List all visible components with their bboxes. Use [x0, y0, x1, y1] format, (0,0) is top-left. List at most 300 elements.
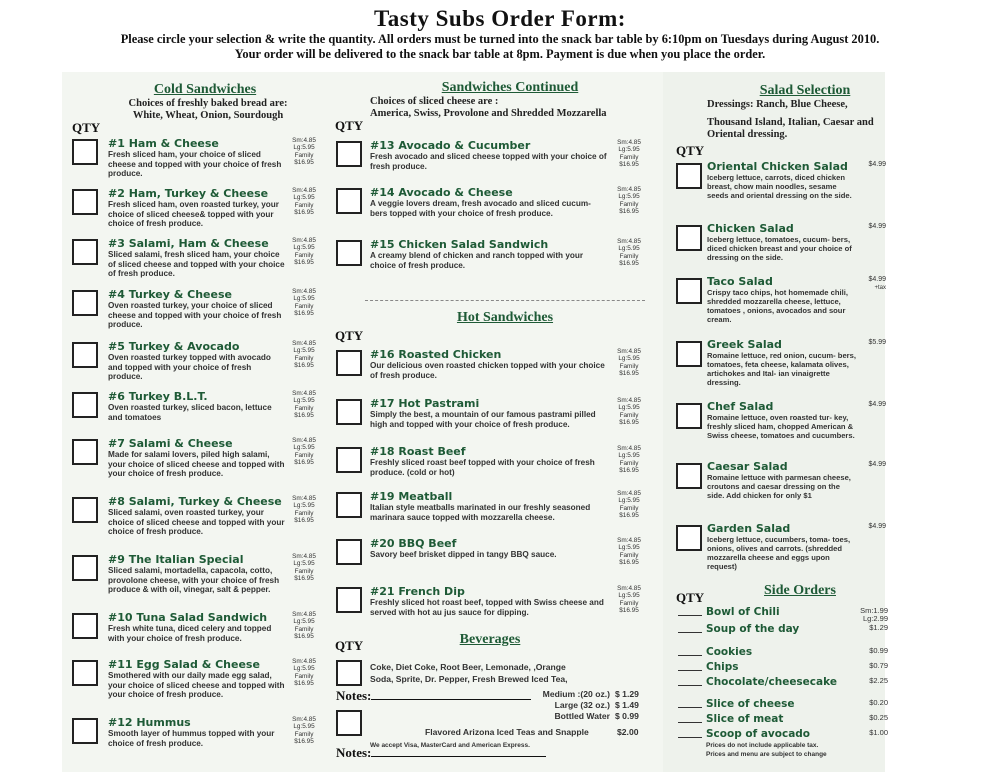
side-order-name: Slice of meat [706, 713, 784, 725]
item-price [615, 585, 643, 615]
menu-item [370, 490, 610, 522]
price-line: Sm:4.85 [292, 495, 316, 502]
menu-item [370, 186, 610, 218]
change-note: Prices and menu are subject to change [706, 751, 827, 758]
price-line: Sm:4.85 [617, 238, 641, 245]
item-name: #5 Turkey & Avocado [108, 340, 240, 353]
item-price [290, 437, 318, 467]
price-line: Lg:5.95 [293, 144, 315, 152]
item-description: Freshly sliced hot roast beef, topped with Swiss cheese and served with hot au jus sauce for dipping. [370, 598, 604, 617]
beverage-list-line-2: Soda, Sprite, Dr. Pepper, Fresh Brewed Iced Tea, [370, 674, 568, 684]
item-name: #4 Turkey & Cheese [108, 288, 232, 301]
qty-box-continued-3[interactable] [336, 240, 362, 266]
menu-item [108, 611, 286, 643]
item-description: Savory beef brisket dipped in tangy BBQ sauce. [370, 550, 557, 559]
price-line: Family [294, 451, 314, 459]
price-line: Sm:4.85 [292, 553, 316, 560]
item-description: Smothered with our daily made egg salad, your choice of sliced cheese and topped with your choice of fresh produce. [108, 671, 285, 700]
side-order-row [678, 713, 888, 727]
item-price [615, 348, 643, 378]
item-price [290, 658, 318, 688]
cold-subtitle-2: White, Wheat, Onion, Sourdough [132, 110, 284, 121]
salad-item [707, 338, 857, 387]
continued-subtitle-2: America, Swiss, Provolone and Shredded Mozzarella [370, 108, 607, 119]
side-order-row [678, 646, 888, 660]
salad-name: Taco Salad [707, 275, 773, 288]
menu-item [108, 340, 286, 382]
price-line: Sm:4.85 [617, 490, 641, 497]
salad-price: $4.99 [868, 401, 886, 408]
salad-price: $5.99 [868, 339, 886, 346]
price-line: Family [619, 252, 639, 260]
menu-item [108, 288, 286, 330]
price-line: Sm:4.85 [292, 658, 316, 665]
price-line: Sm:4.85 [292, 437, 316, 444]
qty-box-cold-7[interactable] [72, 439, 98, 465]
salad-description: Crispy taco chips, hot homemade chili, shredded mozzarella cheese, lettuce, tomatoes , onions, avocados and sour cream. [707, 288, 848, 324]
side-orders-title: Side Orders [764, 583, 836, 598]
menu-item [108, 716, 286, 748]
qty-box-cold-5[interactable] [72, 342, 98, 368]
price-line: Lg:5.95 [618, 452, 640, 460]
item-price [290, 495, 318, 525]
salad-price: $4.99 [868, 523, 886, 530]
qty-box-beverages-soda[interactable] [336, 660, 362, 686]
qty-box-hot-3[interactable] [336, 447, 362, 473]
item-description: Fresh sliced ham, your choice of sliced cheese and topped with your choice of fresh produce. [108, 150, 282, 179]
beverage-water: Bottled Water [554, 711, 610, 721]
qty-box-salad-7[interactable] [676, 525, 702, 551]
price-line: Family [619, 200, 639, 208]
item-name: #20 BBQ Beef [370, 537, 457, 550]
salad-dressings-2: Thousand Island, Italian, Caesar and Oriental dressing. [707, 117, 874, 140]
qty-label-side: QTY [676, 590, 705, 605]
beverage-arizona-price: $2.00 [617, 727, 639, 737]
item-price [615, 238, 643, 268]
price-line: Sm:4.85 [617, 585, 641, 592]
menu-item [370, 397, 610, 429]
sandwiches-continued-title: Sandwiches Continued [441, 80, 579, 95]
item-name: #12 Hummus [108, 716, 191, 729]
price-line: Family [619, 551, 639, 559]
qty-label-hot: QTY [335, 328, 364, 343]
item-description: Made for salami lovers, piled high salami, your choice of sliced cheese and topped with your choice of fresh produce. [108, 450, 285, 479]
price-line: Sm:4.85 [292, 137, 316, 144]
price-line: Sm:4.85 [292, 288, 316, 295]
side-order-price: $0.79 [869, 661, 888, 670]
side-order-price: $0.99 [869, 646, 888, 655]
price-line: $16.95 [619, 419, 639, 427]
price-line: $16.95 [294, 633, 314, 641]
salad-name: Greek Salad [707, 338, 782, 351]
qty-box-beverages-arizona[interactable] [336, 710, 362, 736]
price-line: Lg:5.95 [618, 146, 640, 154]
qty-box-hot-2[interactable] [336, 399, 362, 425]
item-price [290, 288, 318, 318]
salad-name: Chef Salad [707, 400, 774, 413]
qty-box-cold-9[interactable] [72, 555, 98, 581]
qty-box-continued-1[interactable] [336, 141, 362, 167]
qty-label-salad: QTY [676, 143, 705, 158]
item-description: A creamy blend of chicken and ranch topped with your choice of fresh produce. [370, 251, 584, 270]
notes-2 [336, 745, 546, 761]
menu-item [370, 445, 610, 477]
beverage-medium: Medium :(20 oz.) [542, 689, 610, 699]
qty-box-cold-11[interactable] [72, 660, 98, 686]
salad-item [707, 460, 857, 500]
side-order-row [678, 623, 888, 637]
qty-box-salad-6[interactable] [676, 463, 702, 489]
price-line: Family [294, 302, 314, 310]
price-line: $16.95 [294, 310, 314, 318]
price-line: Lg:5.95 [618, 355, 640, 363]
notes-label: Notes: [336, 688, 372, 703]
side-order-price: $1.00 [869, 728, 888, 737]
price-line: Sm:4.85 [617, 397, 641, 404]
salad-item [707, 522, 857, 571]
salad-description: Iceberg lettuce, cucumbers, toma- toes, onions, olives and carrots. (shredded mozzarella cheese and eggs upon request) [707, 535, 851, 571]
item-name: #18 Roast Beef [370, 445, 466, 458]
price-line: Lg:5.95 [293, 244, 315, 252]
price-line: Family [294, 201, 314, 209]
taco-tax: +tax [874, 285, 886, 291]
salad-item [707, 160, 857, 200]
price-line: $16.95 [294, 575, 314, 583]
item-name: #16 Roasted Chicken [370, 348, 502, 361]
price-line: Lg:5.95 [293, 502, 315, 510]
side-order-price: $0.20 [869, 698, 888, 707]
menu-item [108, 437, 286, 479]
price-line: Lg:5.95 [293, 397, 315, 405]
item-price [615, 139, 643, 169]
price-line: $16.95 [619, 161, 639, 169]
item-name: #11 Egg Salad & Cheese [108, 658, 260, 671]
side-order-name: Bowl of Chili [706, 606, 780, 618]
qty-box-salad-2[interactable] [676, 225, 702, 251]
item-price [290, 137, 318, 167]
qty-box-cold-2[interactable] [72, 189, 98, 215]
menu-item [370, 537, 610, 560]
price-line: Sm:4.85 [617, 537, 641, 544]
price-line: $16.95 [294, 738, 314, 746]
price-line: Family [619, 362, 639, 370]
qty-box-cold-12[interactable] [72, 718, 98, 744]
qty-box-hot-5[interactable] [336, 539, 362, 565]
qty-box-cold-6[interactable] [72, 392, 98, 418]
price-line: $16.95 [619, 208, 639, 216]
item-name: #21 French Dip [370, 585, 465, 598]
qty-box-cold-4[interactable] [72, 290, 98, 316]
price-line: $16.95 [294, 209, 314, 217]
price-line: Family [294, 730, 314, 738]
price-line: Family [294, 625, 314, 633]
cold-subtitle: Choices of freshly baked bread are: [128, 98, 288, 109]
price-line: Family [294, 509, 314, 517]
qty-box-cold-8[interactable] [72, 497, 98, 523]
cold-sandwiches-title: Cold Sandwiches [153, 82, 257, 97]
qty-box-salad-1[interactable] [676, 163, 702, 189]
instructions-line-2: Your order will be delivered to the snack bar table at 8pm. Payment is due when you place the order. [234, 47, 766, 61]
price-line: Sm:4.85 [617, 139, 641, 146]
item-description: Oven roasted turkey topped with avocado and topped with your choice of fresh produce. [108, 353, 271, 382]
payment-note: We accept Visa, MasterCard and American Express. [370, 742, 530, 749]
notes-1 [336, 688, 531, 704]
price-line: Lg:5.95 [618, 592, 640, 600]
price-line: Lg:5.95 [618, 245, 640, 253]
menu-item [108, 237, 286, 279]
price-line: Family [294, 151, 314, 159]
price-line: Lg:5.95 [293, 560, 315, 568]
salad-price: $4.99 [868, 223, 886, 230]
qty-box-hot-1[interactable] [336, 350, 362, 376]
side-order-name: Chocolate/cheesecake [706, 676, 837, 688]
salad-item [707, 222, 857, 262]
price-line: $16.95 [294, 159, 314, 167]
side-order-price: $1.29 [869, 623, 888, 632]
menu-item [108, 553, 286, 595]
price-line: Lg:5.95 [293, 295, 315, 303]
item-description: Our delicious oven roasted chicken topped with your choice of fresh produce. [370, 361, 605, 380]
salad-name: Oriental Chicken Salad [707, 160, 848, 173]
menu-item [370, 139, 610, 171]
menu-item [108, 137, 286, 179]
price-line: $16.95 [619, 607, 639, 615]
price-line: Sm:4.85 [292, 340, 316, 347]
salad-dressings: Dressings: Ranch, Blue Cheese, [707, 99, 848, 110]
notes-label-2: Notes: [336, 745, 372, 760]
menu-item [108, 658, 286, 700]
price-line: $16.95 [294, 259, 314, 267]
item-price [615, 537, 643, 567]
price-line: Lg:5.95 [618, 193, 640, 201]
item-name: #17 Hot Pastrami [370, 397, 480, 410]
salad-name: Chicken Salad [707, 222, 794, 235]
salad-description: Iceberg lettuce, tomatoes, cucum- bers, diced chicken breast and your choice of dressing on the side. [707, 235, 852, 262]
item-price [290, 553, 318, 583]
item-description: Sliced salami, mortadella, capacola, cotto, provolone cheese, with your choice of fresh produce & with oil, vinegar, salt & pepper. [108, 566, 280, 595]
item-description: A veggie lovers dream, fresh avocado and sliced cucum- bers topped with your choice of fresh produce. [370, 199, 591, 218]
salad-price: $4.99 [868, 161, 886, 168]
qty-box-hot-6[interactable] [336, 587, 362, 613]
item-description: Sliced salami, oven roasted turkey, your choice of sliced cheese and topped with your choice of fresh produce. [108, 508, 285, 537]
item-description: Fresh avocado and sliced cheese topped with your choice of fresh produce. [370, 152, 607, 171]
menu-item [108, 390, 286, 422]
price-line: Lg:5.95 [293, 618, 315, 626]
price-line: Family [294, 354, 314, 362]
price-line: $16.95 [619, 559, 639, 567]
salad-name: Caesar Salad [707, 460, 788, 473]
price-line: $16.95 [294, 412, 314, 420]
tax-note: Prices do not include applicable tax. [706, 742, 819, 749]
salad-description: Iceberg lettuce, carrots, diced chicken breast, chow main noodles, sesame seeds and oriental dressing on the side. [707, 173, 852, 200]
side-order-price: $2.25 [869, 676, 888, 685]
price-line: Lg:5.95 [618, 404, 640, 412]
beverage-arizona: Flavored Arizona Iced Teas and Snapple [425, 727, 589, 737]
item-name: #9 The Italian Special [108, 553, 244, 566]
item-name: #1 Ham & Cheese [108, 137, 219, 150]
item-description: Sliced salami, fresh sliced ham, your choice of sliced cheese and topped with your choice of fresh produce. [108, 250, 285, 279]
item-description: Simply the best, a mountain of our famous pastrami pilled high and topped with your choice of fresh produce. [370, 410, 596, 429]
item-name: #13 Avocado & Cucumber [370, 139, 531, 152]
item-price [290, 716, 318, 746]
continued-subtitle: Choices of sliced cheese are : [370, 96, 499, 107]
item-name: #7 Salami & Cheese [108, 437, 233, 450]
price-line: $16.95 [294, 680, 314, 688]
price-line: Family [619, 459, 639, 467]
price-line: Sm:4.85 [292, 716, 316, 723]
price-line: $16.95 [619, 260, 639, 268]
item-description: Smooth layer of hummus topped with your choice of fresh produce. [108, 729, 275, 748]
price-line: Sm:4.85 [292, 390, 316, 397]
price-line: Lg:5.95 [293, 723, 315, 731]
price-line: Sm:4.85 [617, 186, 641, 193]
item-name: #3 Salami, Ham & Cheese [108, 237, 269, 250]
item-price [615, 490, 643, 520]
price-line: Sm:4.85 [292, 187, 316, 194]
side-order-row [678, 606, 888, 623]
item-name: #6 Turkey B.L.T. [108, 390, 208, 403]
salad-selection-title: Salad Selection [759, 83, 851, 98]
menu-item [108, 187, 286, 229]
price-line: Lg:5.95 [293, 444, 315, 452]
item-price [290, 611, 318, 641]
price-line: Lg:5.95 [293, 665, 315, 673]
price-line: Lg:5.95 [293, 194, 315, 202]
notes-line-1[interactable] [371, 689, 531, 700]
qty-box-salad-4[interactable] [676, 341, 702, 367]
qty-label-continued: QTY [335, 118, 364, 133]
price-line: Family [294, 251, 314, 259]
item-name: #14 Avocado & Cheese [370, 186, 513, 199]
qty-box-continued-2[interactable] [336, 188, 362, 214]
salad-price: $4.99 [868, 461, 886, 468]
qty-box-hot-4[interactable] [336, 492, 362, 518]
side-order-row [678, 728, 888, 742]
price-line: Family [294, 567, 314, 575]
item-name: #10 Tuna Salad Sandwich [108, 611, 268, 624]
notes-line-2[interactable] [371, 746, 546, 757]
item-description: Italian style meatballs marinated in our freshly seasoned marinara sauce topped with mozzarella cheese. [370, 503, 591, 522]
side-qty-blank[interactable] [678, 685, 702, 686]
item-description: Fresh white tuna, diced celery and topped with your choice of fresh produce. [108, 624, 272, 643]
menu-item [370, 238, 610, 270]
side-order-price: Sm:1.99 Lg:2.99 [860, 606, 888, 623]
item-name: #2 Ham, Turkey & Cheese [108, 187, 269, 200]
beverage-large: Large (32 oz.) [554, 700, 610, 710]
price-line: Family [294, 404, 314, 412]
salad-item [707, 275, 857, 324]
beverage-list-line-1: Coke, Diet Coke, Root Beer, Lemonade, ,Orange [370, 662, 566, 672]
item-price [290, 390, 318, 420]
instructions-line-1: Please circle your selection & write the quantity. All orders must be turned into the snack bar table by 6:10pm on Tuesdays during August 2010. [120, 32, 880, 46]
beverage-medium-price: $ 1.29 [615, 689, 639, 699]
item-price [615, 445, 643, 475]
price-line: Family [619, 504, 639, 512]
price-line: $16.95 [294, 459, 314, 467]
side-qty-blank[interactable] [678, 737, 702, 738]
qty-label-cold: QTY [72, 120, 101, 135]
side-qty-blank[interactable] [678, 707, 702, 708]
price-line: Family [294, 672, 314, 680]
price-line: Family [619, 411, 639, 419]
price-line: $16.95 [619, 512, 639, 520]
item-description: Oven roasted turkey, sliced bacon, lettuce and tomatoes [108, 403, 272, 422]
beverages-title: Beverages [459, 632, 521, 647]
page-title: Tasty Subs Order Form: [374, 6, 626, 31]
price-line: Sm:4.85 [292, 611, 316, 618]
salad-description: Romaine lettuce, red onion, cucum- bers, tomatoes, feta cheese, kalamata olives, artichokes and Ital- ian vinaigrette dressing. [707, 351, 856, 387]
salad-name: Garden Salad [707, 522, 791, 535]
item-price [290, 187, 318, 217]
price-line: $16.95 [294, 517, 314, 525]
price-line: Sm:4.85 [617, 348, 641, 355]
qty-box-cold-3[interactable] [72, 239, 98, 265]
side-order-row [678, 661, 888, 675]
side-order-row [678, 698, 888, 712]
side-qty-blank[interactable] [678, 615, 702, 616]
side-order-row [678, 676, 888, 690]
price-line: Lg:5.95 [618, 544, 640, 552]
side-order-name: Chips [706, 661, 739, 673]
price-line: $16.95 [619, 467, 639, 475]
menu-item [108, 495, 286, 537]
price-line: Sm:4.85 [292, 237, 316, 244]
item-name: #8 Salami, Turkey & Cheese [108, 495, 282, 508]
price-line: Lg:5.95 [293, 347, 315, 355]
price-line: Family [619, 153, 639, 161]
menu-item [370, 348, 610, 380]
qty-box-salad-3[interactable] [676, 278, 702, 304]
qty-label-beverages: QTY [335, 638, 364, 653]
side-order-name: Slice of cheese [706, 698, 795, 710]
side-order-price: $0.25 [869, 713, 888, 722]
item-description: Fresh sliced ham, oven roasted turkey, your choice of sliced cheese& topped with your choice of fresh produce. [108, 200, 279, 229]
divider [365, 300, 645, 301]
side-qty-blank[interactable] [678, 655, 702, 656]
side-qty-blank[interactable] [678, 670, 702, 671]
item-price [290, 340, 318, 370]
beverage-water-price: $ 0.99 [615, 711, 639, 721]
hot-sandwiches-title: Hot Sandwiches [456, 310, 554, 325]
side-order-name: Cookies [706, 646, 753, 658]
price-line: Sm:4.85 [617, 445, 641, 452]
price-line: Lg:5.95 [618, 497, 640, 505]
item-name: #15 Chicken Salad Sandwich [370, 238, 549, 251]
item-description: Oven roasted turkey, your choice of sliced cheese and topped with your choice of fresh produce. [108, 301, 282, 330]
header [0, 6, 1000, 62]
side-order-name: Soup of the day [706, 623, 800, 635]
beverage-large-price: $ 1.49 [615, 700, 639, 710]
side-order-name: Scoop of avocado [706, 728, 811, 740]
item-description: Freshly sliced roast beef topped with your choice of fresh produce. (cold or hot) [370, 458, 595, 477]
price-line: $16.95 [294, 362, 314, 370]
qty-box-cold-10[interactable] [72, 613, 98, 639]
price-line: Family [619, 599, 639, 607]
side-qty-blank[interactable] [678, 722, 702, 723]
salad-description: Romaine lettuce with parmesan cheese, croutons and caesar dressing on the side. Add chicken for only $1 [707, 473, 851, 500]
qty-box-salad-5[interactable] [676, 403, 702, 429]
item-price [615, 397, 643, 427]
item-price [290, 237, 318, 267]
salad-item [707, 400, 857, 440]
side-qty-blank[interactable] [678, 632, 702, 633]
item-name: #19 Meatball [370, 490, 453, 503]
salad-price: $4.99 [868, 276, 886, 283]
qty-box-cold-1[interactable] [72, 139, 98, 165]
menu-item [370, 585, 610, 617]
price-line: $16.95 [619, 370, 639, 378]
salad-description: Romaine lettuce, oven roasted tur- key, freshly sliced ham, chopped American & Swiss cheese, tomatoes and cucumbers. [707, 413, 855, 440]
